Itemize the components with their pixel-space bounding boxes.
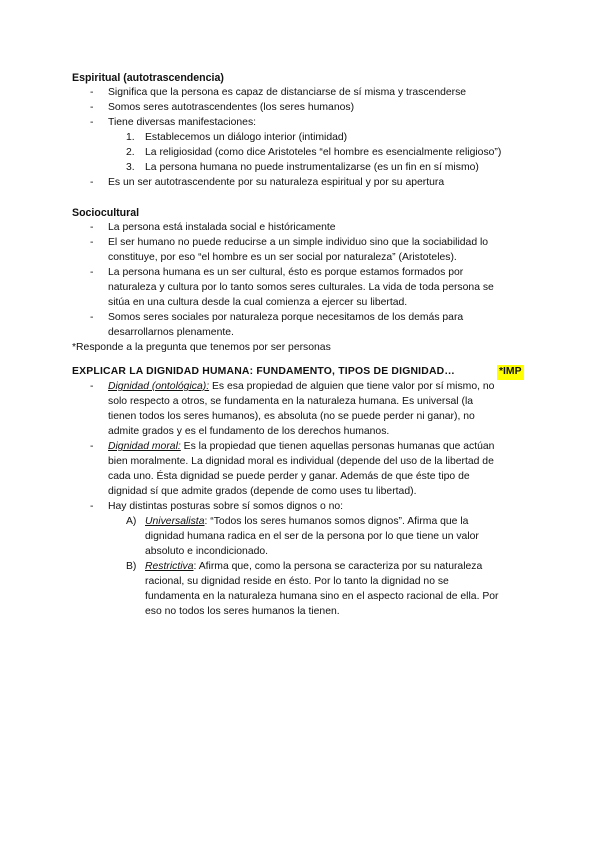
moral-line — [108, 440, 494, 455]
espiritual-item: Es un ser autotrascendente por su naturaleza espiritual y por su apertura — [108, 177, 445, 188]
sociocultural-note: *Responde a la pregunta que tenemos por ser personas — [72, 342, 331, 353]
sociocultural-line: El ser humano no puede reducirse a un simple individuo sino que la sociabilidad lo — [108, 237, 489, 248]
bullet-dash: - — [90, 441, 94, 452]
list-number: 2. — [126, 147, 135, 158]
universalista-text: : “Todos los seres humanos somos dignos”. Afirma que la — [204, 516, 469, 527]
ontologica-line: solo respecto a otros, se fundamenta en la naturaleza humana. Es universal (la — [108, 396, 474, 407]
section-heading-sociocultural: Sociocultural — [72, 207, 140, 219]
bullet-dash: - — [90, 117, 94, 128]
universalista-line — [145, 515, 468, 530]
dignidad-title: EXPLICAR LA DIGNIDAD HUMANA: FUNDAMENTO, TIPOS DE DIGNIDAD… — [72, 366, 455, 377]
moral-text: Es la propiedad que tienen aquellas personas humanas que actúan — [180, 441, 495, 452]
posturas-line: Hay distintas posturas sobre sí somos dignos o no: — [108, 501, 344, 512]
list-number: 3. — [126, 162, 135, 173]
bullet-dash: - — [90, 312, 94, 323]
espiritual-item: Tiene diversas manifestaciones: — [108, 117, 257, 128]
bullet-dash: - — [90, 237, 94, 248]
universalista-label: Universalista — [145, 516, 205, 527]
restrictiva-text: : Afirma que, como la persona se caracteriza por su naturaleza — [193, 561, 483, 572]
moral-line: cada uno. Ésta dignidad se puede perder y ganar. Además de que éste tipo de — [108, 471, 470, 482]
section-heading-dignidad — [72, 365, 455, 380]
bullet-dash: - — [90, 267, 94, 278]
imp-badge: *IMP — [497, 365, 524, 380]
section-heading-espiritual: Espiritual (autotrascendencia) — [72, 72, 224, 84]
sociocultural-item: La persona está instalada social e históricamente — [108, 222, 336, 233]
restrictiva-line: eso no todos los seres humanos la tienen. — [145, 606, 340, 617]
sociocultural-line: sitúa en una cultura desde la cual comienza a ejercer su libertad. — [108, 297, 408, 308]
sociocultural-line: desarrollarnos plenamente. — [108, 327, 234, 338]
universalista-line: absoluto e incondicionado. — [145, 546, 269, 557]
restrictiva-line: racional, su dignidad reside en ésto. Por lo tanto la dignidad no se — [145, 576, 449, 587]
sociocultural-line: La persona humana es un ser cultural, ésto es porque estamos formados por — [108, 267, 464, 278]
sociocultural-line: constituye, por eso “el hombre es un ser social por naturaleza” (Aristoteles). — [108, 252, 457, 263]
bullet-dash: - — [90, 87, 94, 98]
ontologica-line: tienen todos los seres humanos), es absoluta (no se puede perder ni ganar), no — [108, 411, 475, 422]
list-marker-a: A) — [126, 516, 137, 527]
restrictiva-label: Restrictiva — [145, 561, 194, 572]
bullet-dash: - — [90, 381, 94, 392]
restrictiva-line: fundamenta en la naturaleza humana sino en el aspecto racional de ella. Por — [145, 591, 499, 602]
restrictiva-line — [145, 560, 482, 575]
bullet-dash: - — [90, 501, 94, 512]
bullet-dash: - — [90, 222, 94, 233]
espiritual-item: Somos seres autotrascendentes (los seres humanos) — [108, 102, 355, 113]
ontologica-line — [108, 380, 494, 395]
list-marker-b: B) — [126, 561, 137, 572]
ontologica-line: admite grados y es el fundamento de los derechos humanos. — [108, 426, 390, 437]
moral-label: Dignidad moral: — [108, 441, 181, 452]
sociocultural-line: Somos seres sociales por naturaleza porque necesitamos de los demás para — [108, 312, 464, 323]
sociocultural-line: naturaleza y cultura por lo tanto somos seres culturales. La vida de toda persona se — [108, 282, 494, 293]
moral-line: bien moralmente. La dignidad moral es individual (depende del uso de la libertad de — [108, 456, 494, 467]
bullet-dash: - — [90, 177, 94, 188]
bullet-dash: - — [90, 102, 94, 113]
moral-line: dignidad sí que admite grados (depende de como uses tu libertad). — [108, 486, 417, 497]
manifestacion-item: La religiosidad (como dice Aristoteles “el hombre es esencialmente religioso”) — [145, 147, 502, 158]
ontologica-label: Dignidad (ontológica): — [108, 381, 210, 392]
espiritual-item: Significa que la persona es capaz de distanciarse de sí misma y trascenderse — [108, 87, 467, 98]
list-number: 1. — [126, 132, 135, 143]
manifestacion-item: La persona humana no puede instrumentalizarse (es un fin en sí mismo) — [145, 162, 479, 173]
universalista-line: dignidad humana radica en el ser de la persona por lo que tiene un valor — [145, 531, 479, 542]
manifestacion-item: Establecemos un diálogo interior (intimidad) — [145, 132, 348, 143]
ontologica-text: Es esa propiedad de alguien que tiene valor por sí mismo, no — [209, 381, 495, 392]
